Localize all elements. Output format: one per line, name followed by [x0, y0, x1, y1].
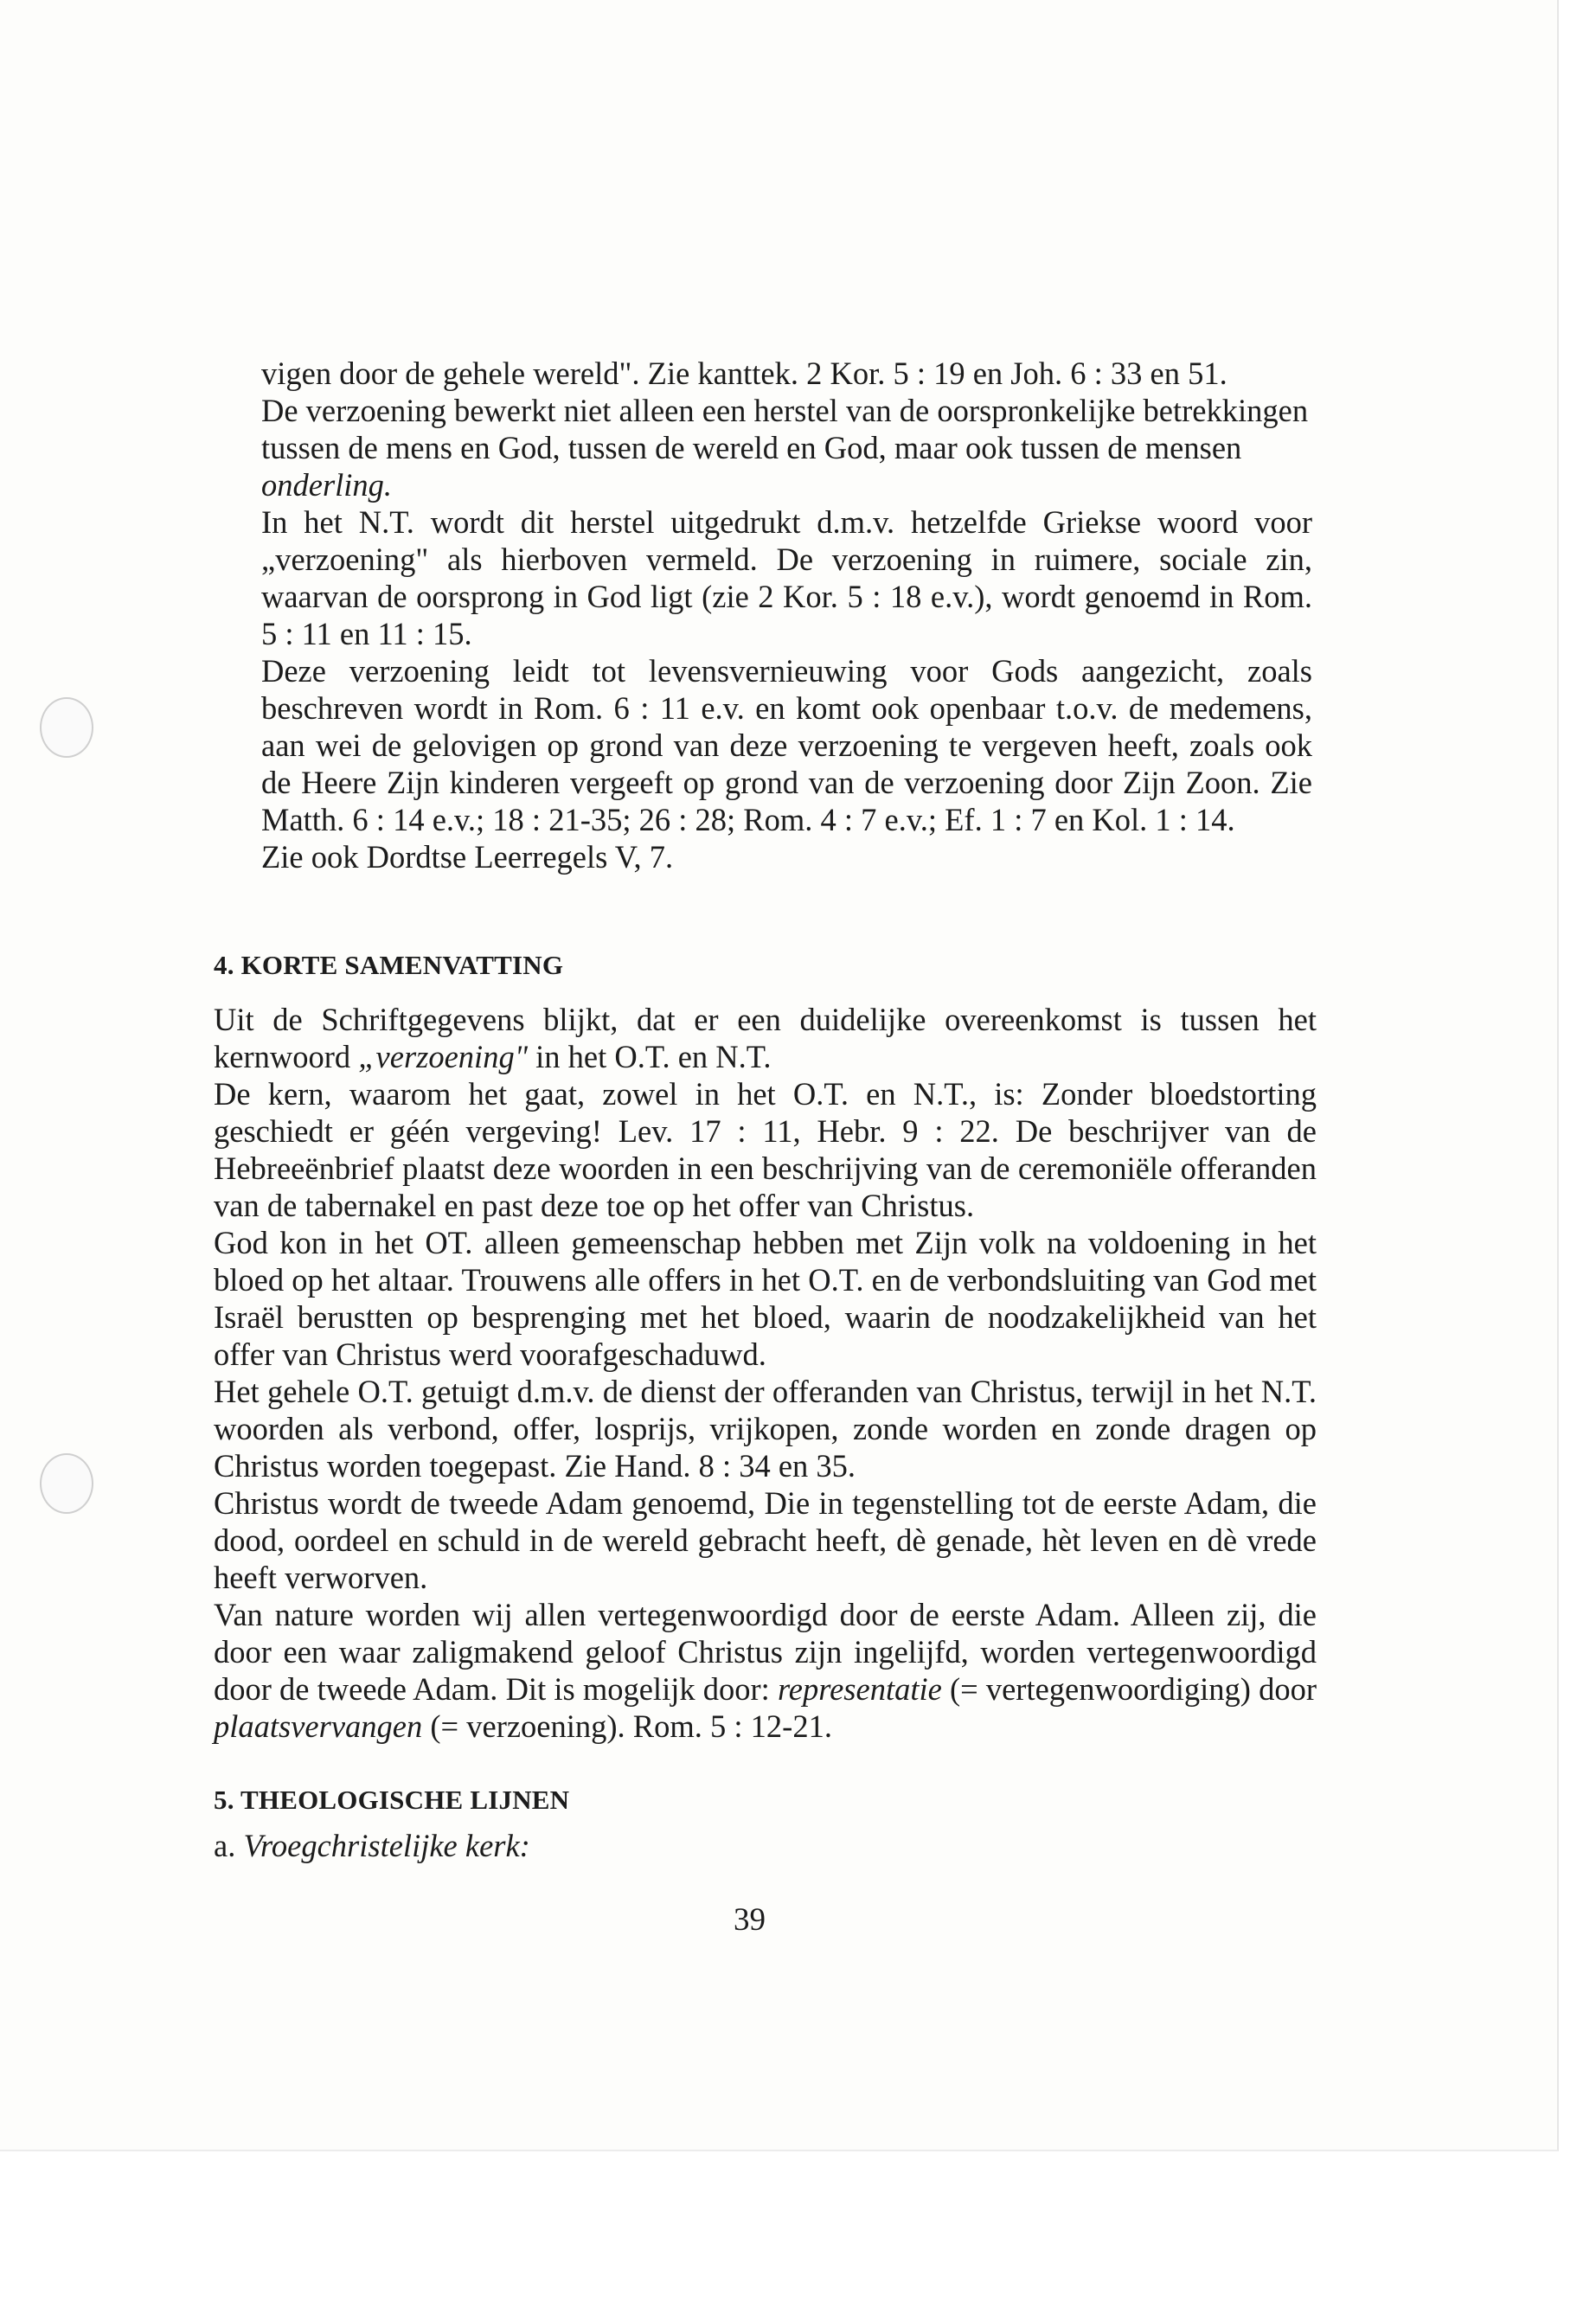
paragraph: Zie ook Dordtse Leerregels V, 7.: [261, 839, 674, 875]
paragraph: De verzoening bewerkt niet alleen een herstel van de oorspronkelijke betrekkingen tussen de mens en God, tussen de wereld en God, maar ook tussen de mensen onderling.: [261, 393, 1309, 503]
paragraph: Uit de Schriftgegevens blijkt, dat er een duidelijke overeenkomst is tussen het kernwoord „verzoening" in het O.T. en N.T.: [214, 1002, 1317, 1074]
section-5-subheading: a. Vroegchristelijke kerk:: [214, 1828, 530, 1863]
paragraph: Christus wordt de tweede Adam genoemd, Die in tegenstelling tot de eerste Adam, die dood, oordeel en schuld in de wereld gebracht heeft, dè genade, hèt leven en dè vrede heeft verworven.: [214, 1485, 1317, 1595]
continuation-text: [261, 355, 1312, 875]
punch-hole-lower: [40, 1453, 93, 1514]
paragraph: In het N.T. wordt dit herstel uitgedrukt d.m.v. hetzelfde Griekse woord voor „verzoening" als hierboven vermeld. De verzoening in ruimere, sociale zin, waarvan de oorsprong in God ligt (zie 2 Kor. 5 : 18 e.v.), wordt genoemd in Rom. 5 : 11 en 11 : 15.: [261, 504, 1312, 651]
punch-hole-upper: [40, 697, 93, 758]
paragraph: Het gehele O.T. getuigt d.m.v. de dienst der offeranden van Christus, terwijl in het N.T. woorden als verbond, offer, losprijs, vrijkopen, zonde worden en zonde dragen op Christus worden toegepast. Zie Hand. 8 : 34 en 35.: [214, 1374, 1317, 1484]
section-4-heading: 4. KORTE SAMENVATTING: [214, 950, 564, 980]
section-5-heading: 5. THEOLOGISCHE LIJNEN: [214, 1785, 570, 1815]
page-number: 39: [734, 1902, 766, 1938]
paragraph: God kon in het OT. alleen gemeenschap hebben met Zijn volk na voldoening in het bloed op het altaar. Trouwens alle offers in het O.T. en de verbondsluiting van God met Israël berustten op besprenging met het bloed, waarin de noodzakelijkheid van het offer van Christus werd voorafgeschaduwd.: [214, 1225, 1317, 1372]
paragraph: Deze verzoening leidt tot levensvernieuwing voor Gods aangezicht, zoals beschreven wordt in Rom. 6 : 11 e.v. en komt ook openbaar t.o.v. de medemens, aan wei de gelovigen op grond van deze verzoening te vergeven heeft, zoals ook de Heere Zijn kinderen vergeeft op grond van de verzoening door Zijn Zoon. Zie Matth. 6 : 14 e.v.; 18 : 21-35; 26 : 28; Rom. 4 : 7 e.v.; Ef. 1 : 7 en Kol. 1 : 14.: [261, 653, 1312, 837]
paragraph: De kern, waarom het gaat, zowel in het O.T. en N.T., is: Zonder bloedstorting geschiedt er géén vergeving! Lev. 17 : 11, Hebr. 9 : 22. De beschrijver van de Hebreeënbrief plaatst deze woorden in een beschrijving van de ceremoniële offeranden van de tabernakel en past deze toe op het offer van Christus.: [214, 1076, 1317, 1223]
paragraph: Van nature worden wij allen vertegenwoordigd door de eerste Adam. Alleen zij, die door een waar zaligmakend geloof Christus zijn ingelijfd, worden vertegenwoordigd door de tweede Adam. Dit is mogelijk door: representatie (= vertegenwoordiging) door plaatsvervangen (= verzoening). Rom. 5 : 12-21.: [214, 1597, 1317, 1744]
section-4-text: [214, 1001, 1317, 1745]
paragraph: vigen door de gehele wereld". Zie kanttek. 2 Kor. 5 : 19 en Joh. 6 : 33 en 51.: [261, 356, 1227, 391]
